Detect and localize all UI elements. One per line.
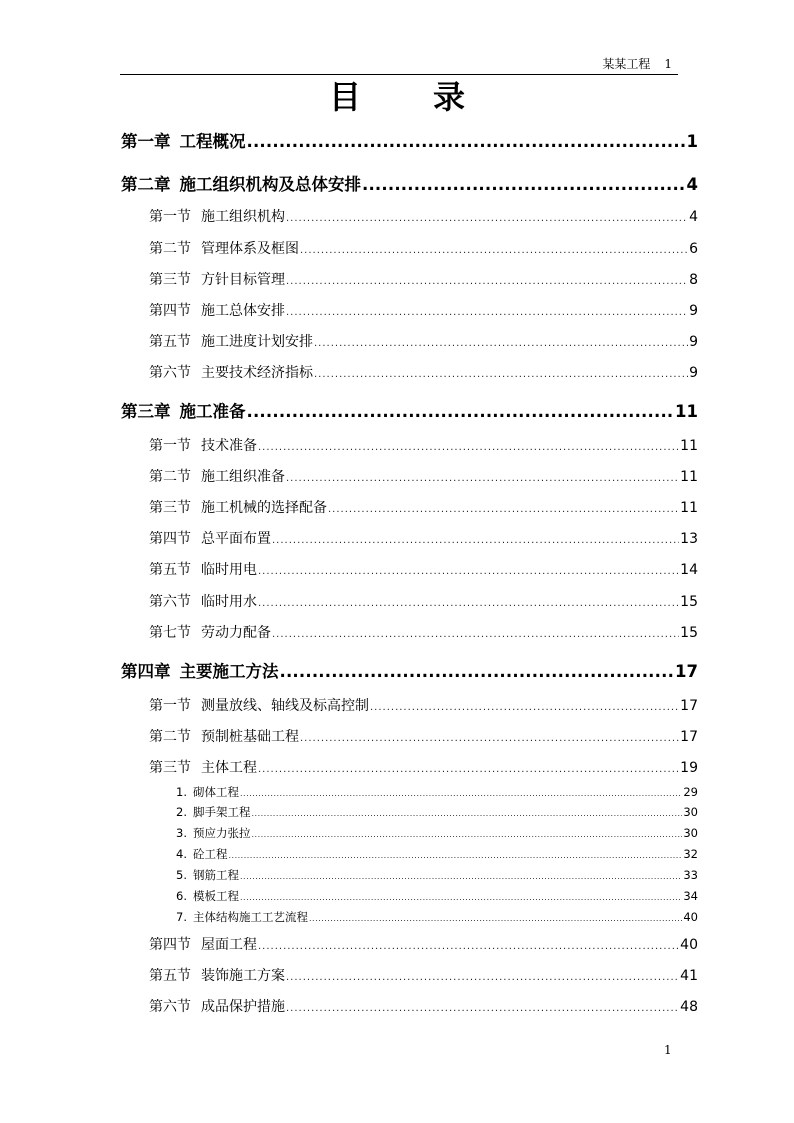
toc-subsection[interactable]	[176, 784, 698, 800]
toc-title: 主体工程	[201, 760, 257, 776]
toc-number: 4.	[176, 847, 187, 861]
toc-title: 劳动力配备	[201, 625, 271, 641]
toc-title: 主要技术经济指标	[201, 365, 313, 381]
toc-page: 48	[680, 999, 698, 1015]
toc-title: 工程概况	[179, 132, 246, 151]
toc-leader-dots	[247, 402, 675, 421]
toc-page: 30	[683, 805, 698, 819]
toc-page: 34	[683, 889, 698, 903]
toc-leader-dots	[370, 702, 679, 713]
toc-page: 15	[680, 594, 698, 610]
toc-chapter-3[interactable]	[121, 398, 698, 422]
footer-page-number: 1	[664, 1043, 672, 1057]
toc-title: 施工总体安排	[201, 303, 285, 319]
toc-leader-dots	[258, 442, 679, 453]
toc-number: 第一节	[149, 698, 191, 714]
toc-number: 1.	[176, 785, 187, 799]
toc-title: 施工机械的选择配备	[201, 500, 327, 516]
toc-section[interactable]	[149, 757, 698, 777]
toc-number: 第一节	[149, 438, 191, 454]
toc-title: 施工组织机构及总体安排	[179, 175, 361, 194]
toc-leader-dots	[300, 245, 688, 256]
toc-page: 8	[689, 272, 698, 288]
toc-leader-dots	[272, 535, 679, 546]
toc-title: 施工组织机构	[201, 209, 285, 225]
toc-subsection[interactable]	[176, 909, 698, 925]
toc-leader-dots	[228, 851, 682, 860]
page-header	[120, 54, 678, 75]
toc-page: 1	[686, 132, 698, 151]
page-title	[0, 76, 794, 118]
toc-page: 17	[680, 698, 698, 714]
toc-page: 11	[680, 500, 698, 516]
toc-leader-dots	[240, 893, 682, 902]
toc-number: 第三章	[121, 402, 171, 421]
toc-leader-dots	[280, 662, 675, 681]
toc-leader-dots	[258, 598, 679, 609]
toc-section[interactable]	[149, 695, 698, 715]
toc-subsection[interactable]	[176, 888, 698, 904]
toc-title: 临时用水	[201, 594, 257, 610]
header-page-number: 1	[664, 57, 672, 71]
toc-title: 方针目标管理	[201, 272, 285, 288]
toc-number: 第六节	[149, 365, 191, 381]
toc-page: 14	[680, 562, 698, 578]
toc-number: 第二节	[149, 469, 191, 485]
toc-section[interactable]	[149, 300, 698, 320]
toc-leader-dots	[258, 764, 679, 775]
toc-section[interactable]	[149, 996, 698, 1016]
toc-leader-dots	[314, 338, 688, 349]
toc-leader-dots	[240, 789, 682, 798]
toc-number: 第六节	[149, 999, 191, 1015]
toc-number: 第四节	[149, 531, 191, 547]
toc-number: 2.	[176, 805, 187, 819]
toc-page: 6	[689, 241, 698, 257]
toc-page: 40	[680, 937, 698, 953]
toc-section[interactable]	[149, 934, 698, 954]
toc-title: 主要施工方法	[179, 662, 279, 681]
header-project-name: 某某工程	[602, 57, 651, 71]
toc-section[interactable]	[149, 206, 698, 226]
toc-page: 40	[683, 910, 698, 924]
toc-leader-dots	[286, 213, 688, 224]
toc-leader-dots	[314, 369, 688, 380]
toc-subsection[interactable]	[176, 825, 698, 841]
toc-page: 15	[680, 625, 698, 641]
toc-page: 4	[686, 175, 698, 194]
toc-leader-dots	[300, 733, 679, 744]
toc-title: 预制桩基础工程	[201, 729, 299, 745]
toc-leader-dots	[286, 276, 688, 287]
toc-number: 第一节	[149, 209, 191, 225]
toc-page: 17	[675, 662, 698, 681]
toc-number: 第五节	[149, 968, 191, 984]
toc-page: 11	[680, 438, 698, 454]
toc-number: 第七节	[149, 625, 191, 641]
toc-leader-dots	[258, 566, 679, 577]
toc-page: 9	[689, 365, 698, 381]
toc-title: 屋面工程	[201, 937, 257, 953]
toc-leader-dots	[272, 629, 679, 640]
toc-number: 第五节	[149, 562, 191, 578]
toc-leader-dots	[286, 307, 688, 318]
toc-subsection[interactable]	[176, 867, 698, 883]
toc-number: 5.	[176, 868, 187, 882]
toc-leader-dots	[240, 872, 682, 881]
toc-page: 11	[680, 469, 698, 485]
toc-chapter-2[interactable]	[121, 171, 698, 195]
toc-number: 第二章	[121, 175, 171, 194]
toc-title: 施工准备	[179, 402, 246, 421]
toc-section[interactable]	[149, 238, 698, 258]
toc-leader-dots	[251, 830, 682, 839]
toc-title: 成品保护措施	[201, 999, 285, 1015]
toc-page: 32	[683, 847, 698, 861]
toc-page: 41	[680, 968, 698, 984]
toc-title: 脚手架工程	[192, 805, 251, 819]
toc-title: 装饰施工方案	[201, 968, 285, 984]
toc-title: 管理体系及框图	[201, 241, 299, 257]
toc-number: 第一章	[121, 132, 171, 151]
toc-page: 9	[689, 334, 698, 350]
toc-number: 7.	[176, 910, 187, 924]
toc-title: 施工组织准备	[201, 469, 285, 485]
toc-leader-dots	[362, 175, 686, 194]
header-text	[602, 55, 672, 72]
toc-leader-dots	[328, 504, 679, 515]
toc-section[interactable]	[149, 591, 698, 611]
toc-number: 6.	[176, 889, 187, 903]
toc-number: 第四章	[121, 662, 171, 681]
toc-number: 第二节	[149, 241, 191, 257]
toc-leader-dots	[258, 941, 679, 952]
toc-subsection[interactable]	[176, 804, 698, 820]
toc-leader-dots	[286, 972, 679, 983]
toc-title: 模板工程	[192, 889, 239, 903]
toc-chapter-1[interactable]	[121, 128, 698, 152]
toc-title: 总平面布置	[201, 531, 271, 547]
toc-number: 第六节	[149, 594, 191, 610]
toc-section[interactable]	[149, 331, 698, 351]
toc-page: 13	[680, 531, 698, 547]
toc-title: 临时用电	[201, 562, 257, 578]
toc-number: 第五节	[149, 334, 191, 350]
toc-leader-dots	[286, 473, 679, 484]
toc-number: 第三节	[149, 760, 191, 776]
toc-section[interactable]	[149, 362, 698, 382]
toc-page: 11	[675, 402, 698, 421]
toc-section[interactable]	[149, 726, 698, 746]
toc-section[interactable]	[149, 528, 698, 548]
toc-number: 第四节	[149, 937, 191, 953]
toc-number: 第二节	[149, 729, 191, 745]
toc-title: 砌体工程	[192, 785, 239, 799]
title-char-1: 目	[328, 78, 361, 116]
toc-section[interactable]	[149, 559, 698, 579]
toc-leader-dots	[251, 809, 682, 818]
toc-number: 第三节	[149, 272, 191, 288]
toc-leader-dots	[247, 132, 686, 151]
toc-section[interactable]	[149, 622, 698, 642]
toc-title: 技术准备	[201, 438, 257, 454]
toc-number: 3.	[176, 826, 187, 840]
toc-title: 测量放线、轴线及标高控制	[201, 698, 369, 714]
toc-leader-dots	[286, 1003, 679, 1014]
toc-page: 17	[680, 729, 698, 745]
toc-title: 预应力张拉	[192, 826, 251, 840]
toc-page: 19	[680, 760, 698, 776]
toc-section[interactable]	[149, 466, 698, 486]
title-char-2: 录	[433, 78, 466, 116]
toc-page: 33	[683, 868, 698, 882]
toc-chapter-4[interactable]	[121, 658, 698, 682]
toc-page: 30	[683, 826, 698, 840]
toc-title: 砼工程	[192, 847, 228, 861]
toc-section[interactable]	[149, 435, 698, 455]
toc-subsection[interactable]	[176, 846, 698, 862]
toc-page: 4	[689, 209, 698, 225]
toc-title: 钢筋工程	[192, 868, 239, 882]
toc-page: 29	[683, 785, 698, 799]
toc-section[interactable]	[149, 497, 698, 517]
toc-leader-dots	[309, 914, 682, 923]
toc-number: 第三节	[149, 500, 191, 516]
toc-number: 第四节	[149, 303, 191, 319]
toc-title: 主体结构施工工艺流程	[192, 910, 308, 924]
toc-section[interactable]	[149, 269, 698, 289]
toc-title: 施工进度计划安排	[201, 334, 313, 350]
toc-page: 9	[689, 303, 698, 319]
toc-section[interactable]	[149, 965, 698, 985]
